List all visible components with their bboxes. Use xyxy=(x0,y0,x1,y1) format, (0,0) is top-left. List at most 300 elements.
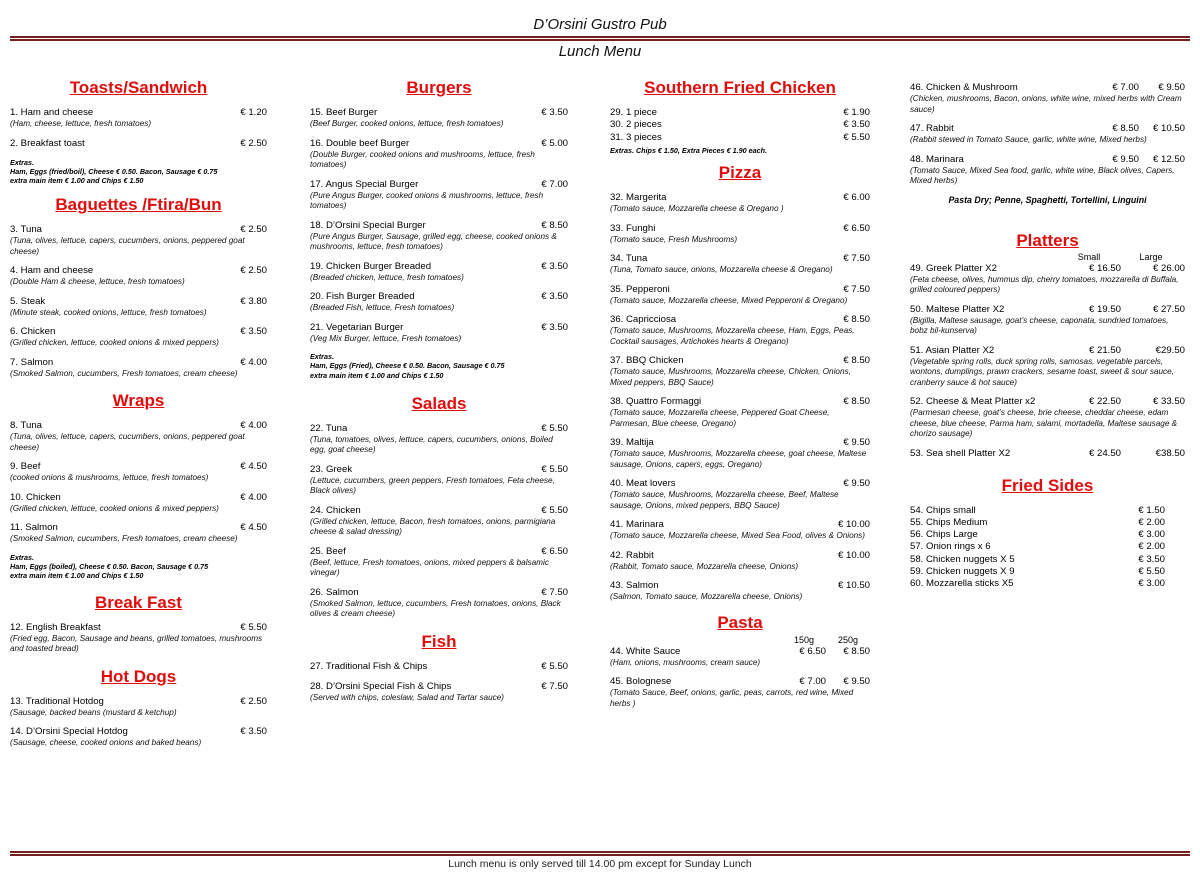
menu-item-description: (Tomato sauce, Mushrooms, Mozzarella cheese, Ham, Eggs, Peas, Cocktail sausages, Artichokes hearts & Oregano) xyxy=(610,326,855,346)
menu-item-name: 11. Salmon xyxy=(10,522,58,534)
menu-item xyxy=(610,478,870,511)
menu-item-row xyxy=(310,261,568,273)
menu-item-name: 39. Maltija xyxy=(610,437,654,449)
menu-column-2 xyxy=(310,78,568,711)
menu-item-name: 20. Fish Burger Breaded xyxy=(310,291,415,302)
section-burgers xyxy=(310,78,568,380)
menu-item-price: € 3.50 xyxy=(541,321,568,333)
menu-item xyxy=(310,138,568,171)
price-small: € 16.50 xyxy=(1088,262,1121,274)
menu-item-name: 38. Quattro Formaggi xyxy=(610,396,702,408)
menu-item-price: € 3.50 xyxy=(541,291,568,302)
menu-item-row xyxy=(910,448,1185,460)
menu-item-description: (Tuna, tomatoes, olives, lettuce, capers, cucumbers, onions, Boiled egg, goat cheese) xyxy=(310,434,553,455)
menu-item xyxy=(910,154,1185,187)
menu-item xyxy=(10,622,267,655)
menu-item-name: 55. Chips Medium xyxy=(910,516,988,528)
menu-item-name: 8. Tuna xyxy=(10,420,43,432)
price-large: € 33.50 xyxy=(1152,396,1185,407)
menu-item-name: 10. Chicken xyxy=(10,491,61,503)
menu-item-description: (Lettuce, cucumbers, green peppers, Fresh tomatoes, Feta cheese, Black olives) xyxy=(310,475,555,496)
extras-line: extra main item € 1.00 and Chips € 1.50 xyxy=(310,370,444,380)
menu-subtitle: Lunch Menu xyxy=(558,43,642,60)
menu-item-name: 9. Beef xyxy=(10,461,41,473)
menu-item-description: (Grilled chicken, lettuce, Bacon, fresh tomatoes, onions, parmigiana cheese & salad dressing) xyxy=(310,516,556,537)
footer-note: Lunch menu is only served till 14.00 pm except for Sunday Lunch xyxy=(448,858,752,870)
menu-item xyxy=(10,265,267,288)
menu-item-price: € 4.50 xyxy=(240,522,267,534)
menu-item-row xyxy=(10,265,267,277)
menu-item xyxy=(610,437,870,470)
menu-item-price: € 1.20 xyxy=(240,107,267,118)
menu-item-row xyxy=(310,138,568,150)
menu-item xyxy=(910,263,1185,296)
menu-item xyxy=(310,681,568,704)
menu-item-row xyxy=(610,314,870,326)
price-small: € 22.50 xyxy=(1088,396,1121,407)
section-heading: Hot Dogs xyxy=(100,666,177,686)
menu-item-price: € 2.00 xyxy=(1138,541,1165,553)
section-heading: Platters xyxy=(1016,230,1079,250)
menu-item-name: 34. Tuna xyxy=(610,253,648,265)
pasta-size-header xyxy=(610,635,870,646)
menu-item-row xyxy=(10,622,267,634)
menu-item-name: 50. Maltese Platter X2 xyxy=(910,303,1005,315)
section-hotdogs xyxy=(10,667,267,749)
menu-item xyxy=(610,580,870,603)
menu-item xyxy=(310,220,568,253)
menu-item-price: € 3.50 xyxy=(541,260,568,272)
menu-item-row xyxy=(610,550,870,562)
menu-item xyxy=(910,123,1185,146)
menu-item-description: (Pure Angus Burger, Sausage, grilled egg, cheese, cooked onions & mushrooms, lettuce, fresh tomatoes) xyxy=(310,231,557,251)
menu-item-price: € 3.50 xyxy=(240,726,267,738)
price-large: € 27.50 xyxy=(1152,303,1185,315)
menu-item xyxy=(10,138,267,150)
menu-item-name: 24. Chicken xyxy=(310,504,361,516)
menu-item-row xyxy=(910,541,1165,553)
menu-item-prices xyxy=(1093,123,1185,135)
section-heading: Toasts/Sandwich xyxy=(69,78,208,97)
price-large: €38.50 xyxy=(1155,447,1185,459)
menu-item-name: 42. Rabbit xyxy=(610,549,654,561)
menu-item-row xyxy=(910,566,1165,578)
menu-item-price: € 3.50 xyxy=(1138,553,1165,565)
menu-item-name: 5. Steak xyxy=(10,295,46,307)
menu-item-name: 40. Meat lovers xyxy=(610,478,676,490)
menu-item-name: 15. Beef Burger xyxy=(310,107,378,118)
menu-item-price: € 8.50 xyxy=(541,219,568,231)
menu-item-description: (Served with chips, coleslaw, Salad and Tartar sauce) xyxy=(310,692,505,702)
menu-item-price: € 3.80 xyxy=(240,295,267,307)
extras-line: extra main item € 1.00 and Chips € 1.50 xyxy=(10,571,144,581)
pasta-list xyxy=(610,646,870,710)
menu-item-prices xyxy=(1057,396,1185,408)
menu-item-name: 49. Greek Platter X2 xyxy=(910,262,997,274)
menu-item-name: 53. Sea shell Platter X2 xyxy=(910,447,1011,459)
menu-item-row xyxy=(610,284,870,296)
menu-item-row xyxy=(10,357,267,369)
section-heading: Fish xyxy=(421,631,457,651)
section-fried-sides xyxy=(910,476,1185,591)
menu-item-price: € 3.50 xyxy=(541,107,568,118)
menu-item xyxy=(910,304,1185,337)
menu-item-description: (Vegetable spring rolls, duck spring rolls, samosas, vegetable parcels, wontons, dumplings, prawn crackers, sesame toast, sweet & sour sauce, cranberry sauce & hot sauce) xyxy=(910,356,1174,387)
menu-item xyxy=(10,492,267,515)
menu-item-price: € 3.50 xyxy=(843,119,870,131)
menu-item-price: € 4.00 xyxy=(240,420,267,432)
menu-item-description: (Tomato sauce, Fresh Mushrooms) xyxy=(610,234,738,244)
menu-item-row xyxy=(310,291,568,303)
menu-item-name: 4. Ham and cheese xyxy=(10,265,94,277)
menu-item-price: € 3.00 xyxy=(1138,529,1165,541)
menu-item-price: € 3.50 xyxy=(240,326,267,338)
menu-item-prices xyxy=(1057,304,1185,316)
menu-item-description: (Breaded Fish, lettuce, Fresh tomatoes) xyxy=(310,303,455,312)
menu-item-price: € 7.50 xyxy=(541,586,568,598)
sides-list xyxy=(910,505,1185,591)
menu-item-name: 30. 2 pieces xyxy=(610,119,662,131)
menu-item-name: 37. BBQ Chicken xyxy=(610,355,684,367)
menu-item xyxy=(310,505,568,538)
extras-note xyxy=(10,553,267,581)
menu-item-description: (cooked onions & mushrooms, lettuce, fresh tomatoes) xyxy=(10,473,209,483)
menu-item-row xyxy=(610,107,870,119)
menu-item-description: (Smoked Salmon, cucumbers, Fresh tomatoes, cream cheese) xyxy=(10,368,238,378)
menu-item-description: (Pure Angus Burger, cooked onions & mushrooms, lettuce, fresh tomatoes) xyxy=(310,190,544,210)
price-small: € 19.50 xyxy=(1088,303,1121,315)
chicken-extras: Extras. Chips € 1.50, Extra Pieces € 1.90 each. xyxy=(610,145,768,155)
menu-item xyxy=(610,223,870,246)
menu-item-row xyxy=(910,396,1185,408)
menu-item-price: € 6.50 xyxy=(541,545,568,557)
menu-item-name: 23. Greek xyxy=(310,463,353,475)
menu-item-prices xyxy=(1093,82,1185,94)
section-breakfast xyxy=(10,593,267,655)
menu-item-price: € 1.50 xyxy=(1138,504,1165,516)
menu-item-price: € 1.90 xyxy=(843,107,870,118)
menu-column-4 xyxy=(910,82,1185,591)
menu-item-name: 59. Chicken nuggets X 9 xyxy=(910,565,1015,577)
menu-item-row xyxy=(10,420,267,432)
section-pasta xyxy=(610,613,870,710)
menu-item-name: 14. D’Orsini Special Hotdog xyxy=(10,726,128,738)
menu-item-price: € 5.50 xyxy=(541,660,568,672)
menu-item-description: (Ham, onions, mushrooms, cream sauce) xyxy=(610,657,761,667)
menu-item-row xyxy=(610,580,870,592)
menu-item-description: (Tomato sauce, Mozzarella cheese, Mixed Pepperoni & Oregano) xyxy=(610,295,848,305)
section-platters xyxy=(910,231,1185,460)
menu-item-row xyxy=(910,82,1185,94)
menu-item xyxy=(310,423,568,456)
menu-item-row xyxy=(910,345,1185,357)
menu-item-row xyxy=(610,646,870,658)
menu-item-price: € 5.50 xyxy=(541,463,568,475)
menu-item xyxy=(310,546,568,579)
chicken-list xyxy=(610,107,870,144)
menu-item xyxy=(10,326,267,349)
menu-item xyxy=(10,522,267,545)
menu-item-name: 3. Tuna xyxy=(10,224,43,236)
menu-item-row xyxy=(310,587,568,599)
extras-note xyxy=(310,352,568,380)
restaurant-name: D’Orsini Gustro Pub xyxy=(533,16,667,33)
menu-item-name: 27. Traditional Fish & Chips xyxy=(310,660,428,672)
menu-item-description: (Rabbit, Tomato sauce, Mozzarella cheese, Onions) xyxy=(610,561,799,571)
price-large: € 8.50 xyxy=(843,645,870,657)
menu-item-row xyxy=(910,263,1185,275)
menu-column-3 xyxy=(610,78,870,717)
menu-item-name: 25. Beef xyxy=(310,545,346,557)
menu-item-row xyxy=(310,661,568,673)
menu-item-price: € 7.50 xyxy=(843,283,870,295)
menu-item-description: (Double Ham & cheese, lettuce, fresh tomatoes) xyxy=(10,277,185,287)
section-heading: Pizza xyxy=(718,163,762,183)
menu-item-row xyxy=(10,107,267,119)
price-small: € 7.00 xyxy=(1112,82,1139,93)
menu-item-description: (Minute steak, cooked onions, lettuce, fresh tomatoes) xyxy=(10,307,207,317)
menu-item-row xyxy=(610,519,870,531)
section-toasts xyxy=(10,78,267,185)
menu-item-row xyxy=(610,192,870,204)
extras-line: Ham, Eggs (fried/boil), Cheese € 0.50. Bacon, Sausage € 0.75 xyxy=(10,166,218,176)
size-label: 250g xyxy=(837,634,859,645)
menu-item-name: 54. Chips small xyxy=(910,504,976,516)
menu-item-description: (Chicken, mushrooms, Bacon, onions, white wine, mixed herbs with Cream sauce) xyxy=(910,94,1182,114)
menu-item-price: € 10.00 xyxy=(837,549,870,561)
section-heading: Baguettes /Ftira/Bun xyxy=(55,195,222,215)
menu-item xyxy=(910,345,1185,389)
menu-column-1 xyxy=(10,78,267,757)
menu-item-name: 35. Pepperoni xyxy=(610,283,670,295)
menu-item xyxy=(910,396,1185,440)
menu-item-name: 22. Tuna xyxy=(310,422,348,434)
menu-item-name: 31. 3 pieces xyxy=(610,131,662,143)
menu-item-name: 48. Marinara xyxy=(910,153,964,165)
menu-item-row xyxy=(910,304,1185,316)
menu-item-row xyxy=(610,355,870,367)
menu-item xyxy=(610,676,870,709)
menu-item-price: € 5.50 xyxy=(541,504,568,516)
menu-item-name: 1. Ham and cheese xyxy=(10,107,94,118)
menu-item-price: € 5.50 xyxy=(843,131,870,143)
menu-item-description: (Double Burger, cooked onions and mushrooms, lettuce, fresh tomatoes) xyxy=(310,149,535,169)
menu-item-name: 32. Margerita xyxy=(610,192,667,204)
menu-item-description: (Fried egg, Bacon, Sausage and beans, grilled tomatoes, mushrooms and toasted bread) xyxy=(10,633,263,654)
menu-item xyxy=(310,661,568,673)
section-southern-fried-chicken xyxy=(610,78,870,155)
menu-item-price: € 7.00 xyxy=(541,178,568,190)
menu-item-price: € 7.50 xyxy=(541,680,568,692)
menu-item-name: 57. Onion rings x 6 xyxy=(910,541,991,553)
menu-item-row xyxy=(10,224,267,236)
extras-line: Ham, Eggs (boiled), Cheese € 0.50. Bacon, Sausage € 0.75 xyxy=(10,562,209,572)
extras-note xyxy=(10,158,267,186)
menu-item-name: 29. 1 piece xyxy=(610,107,657,118)
menu-item-price: € 10.00 xyxy=(837,519,870,531)
menu-item-row xyxy=(910,554,1165,566)
section-wraps xyxy=(10,391,267,580)
menu-item xyxy=(910,82,1185,115)
menu-item-row xyxy=(310,107,568,119)
menu-item-name: 45. Bolognese xyxy=(610,676,672,688)
menu-item-description: (Grilled chicken, lettuce, cooked onions & mixed peppers) xyxy=(10,503,219,513)
menu-item xyxy=(10,461,267,484)
menu-item xyxy=(310,587,568,620)
extras-label: Extras. xyxy=(10,157,34,167)
menu-item xyxy=(610,314,870,347)
section-fish xyxy=(310,632,568,704)
menu-item-name: 36. Capricciosa xyxy=(610,314,677,326)
size-label: Small xyxy=(1077,251,1101,262)
menu-item-row xyxy=(310,423,568,435)
menu-item-name: 51. Asian Platter X2 xyxy=(910,344,995,356)
price-small: € 8.50 xyxy=(1112,123,1139,134)
menu-item-price: € 2.50 xyxy=(240,265,267,277)
menu-item-price: € 5.50 xyxy=(1138,565,1165,577)
menu-item-row xyxy=(310,681,568,693)
menu-item-name: 41. Marinara xyxy=(610,519,664,531)
menu-item-name: 13. Traditional Hotdog xyxy=(10,695,104,707)
menu-item-name: 17. Angus Special Burger xyxy=(310,178,419,190)
section-heading: Salads xyxy=(411,393,467,413)
menu-item xyxy=(310,107,568,130)
menu-item-row xyxy=(910,578,1165,590)
menu-item-row xyxy=(10,296,267,308)
platter-list xyxy=(910,263,1185,460)
menu-item-description: (Sausage, backed beans (mustard & ketchup) xyxy=(10,707,177,717)
menu-item-description: (Beef, lettuce, Fresh tomatoes, onions, mixed peppers & balsamic vinegar) xyxy=(310,557,549,578)
menu-item-row xyxy=(610,223,870,235)
menu-item-name: 16. Double beef Burger xyxy=(310,137,410,149)
section-heading: Fried Sides xyxy=(1001,475,1094,495)
menu-item xyxy=(10,107,267,130)
menu-item-row xyxy=(310,464,568,476)
menu-item-price: € 6.00 xyxy=(843,192,870,204)
menu-item-prices xyxy=(1057,345,1185,357)
menu-item-name: 47. Rabbit xyxy=(910,123,954,134)
platter-size-header xyxy=(910,252,1185,263)
menu-item xyxy=(10,357,267,380)
menu-item-name: 52. Cheese & Meat Platter x2 xyxy=(910,396,1036,407)
section-heading: Southern Fried Chicken xyxy=(644,78,836,97)
menu-item-price: € 4.00 xyxy=(240,356,267,368)
menu-item-description: (Tomato sauce, Mushrooms, Mozzarella cheese, Beef, Maltese sausage, Onions, mixed peppers, BBQ Sauce) xyxy=(610,490,839,510)
menu-item xyxy=(610,192,870,215)
menu-item xyxy=(10,696,267,719)
section-pizza xyxy=(610,163,870,603)
menu-item-description: (Smoked Salmon, lettuce, cucumbers, Fresh tomatoes, onions, Black olives & cream cheese) xyxy=(310,598,561,619)
menu-item-description: (Rabbit stewed in Tomato Sauce, garlic, white wine, Mixed herbs) xyxy=(910,135,1147,144)
menu-item xyxy=(610,284,870,307)
menu-item-row xyxy=(610,437,870,449)
menu-item-description: (Tomato Sauce, Mixed Sea food, garlic, white wine, Black olives, Capers, Mixed herbs) xyxy=(910,165,1175,185)
menu-item-row xyxy=(910,123,1185,135)
menu-item-row xyxy=(10,138,267,150)
menu-item xyxy=(10,296,267,319)
menu-item-description: (Tomato sauce, Mushrooms, Mozzarella cheese, goat cheese, Maltese sausage, Onions, capers, eggs, Oregano) xyxy=(610,449,867,469)
menu-item-price: € 9.50 xyxy=(843,437,870,449)
menu-item-price: € 7.50 xyxy=(843,253,870,265)
menu-item-name: 21. Vegetarian Burger xyxy=(310,321,404,333)
menu-item-row xyxy=(10,492,267,504)
menu-item-row xyxy=(610,478,870,490)
menu-item-price: € 2.50 xyxy=(240,224,267,236)
menu-item-row xyxy=(10,696,267,708)
footer-rule xyxy=(10,851,1190,856)
price-large: € 9.50 xyxy=(1158,82,1185,93)
menu-item-price: € 8.50 xyxy=(843,314,870,326)
menu-item-price: € 2.00 xyxy=(1138,516,1165,528)
pasta-continued-list xyxy=(910,82,1185,187)
menu-item xyxy=(610,519,870,542)
menu-item-name: 19. Chicken Burger Breaded xyxy=(310,260,432,272)
menu-item-price: € 5.50 xyxy=(541,422,568,434)
menu-item-description: (Beef Burger, cooked onions, lettuce, fresh tomatoes) xyxy=(310,119,504,128)
menu-item-row xyxy=(610,119,870,131)
menu-item-description: (Tomato sauce, Mozzarella cheese & Oregano ) xyxy=(610,204,784,214)
menu-item-name: 46. Chicken & Mushroom xyxy=(910,82,1018,93)
menu-item-row xyxy=(910,517,1165,529)
menu-item-prices xyxy=(1093,154,1185,166)
menu-item xyxy=(310,179,568,212)
menu-item-row xyxy=(610,253,870,265)
menu-item-row xyxy=(610,676,870,688)
menu-item-row xyxy=(310,322,568,334)
menu-item-price: € 5.50 xyxy=(240,621,267,633)
menu-item-name: 58. Chicken nuggets X 5 xyxy=(910,553,1015,565)
menu-item-row xyxy=(10,522,267,534)
section-baguettes xyxy=(10,195,267,379)
menu-item-row xyxy=(610,396,870,408)
pasta-dry-note: Pasta Dry; Penne, Spaghetti, Tortellini, Linguini xyxy=(948,194,1147,205)
menu-item-description: (Smoked Salmon, cucumbers, Fresh tomatoes, cream cheese) xyxy=(10,534,238,544)
price-small: € 21.50 xyxy=(1088,344,1121,356)
section-heading: Burgers xyxy=(406,78,472,97)
price-large: € 26.00 xyxy=(1152,262,1185,274)
menu-item-description: (Tomato sauce, Mozzarella cheese, Mixed Sea Food, olives & Onions) xyxy=(610,531,865,541)
menu-item-name: 56. Chips Large xyxy=(910,529,978,541)
menu-item xyxy=(10,420,267,453)
menu-item-name: 7. Salmon xyxy=(10,356,54,368)
menu-item-name: 12. English Breakfast xyxy=(10,621,101,633)
extras-line: extra main item € 1.00 and Chips € 1.50 xyxy=(10,176,144,186)
price-large: €29.50 xyxy=(1155,344,1185,356)
menu-item-name: 6. Chicken xyxy=(10,326,56,338)
menu-item-description: (Tuna, olives, lettuce, capers, cucumbers, onions, peppered goat cheese) xyxy=(10,432,245,452)
menu-item xyxy=(310,261,568,284)
price-large: € 9.50 xyxy=(843,676,870,688)
menu-item-row xyxy=(10,461,267,473)
menu-item-price: € 8.50 xyxy=(843,355,870,367)
menu-item-description: (Grilled chicken, lettuce, cooked onions & mixed peppers) xyxy=(10,338,219,348)
menu-item-description: (Ham, cheese, lettuce, fresh tomatoes) xyxy=(10,119,152,128)
price-small: € 9.50 xyxy=(1112,153,1139,165)
menu-item-row xyxy=(310,546,568,558)
menu-item-price: € 3.00 xyxy=(1138,578,1165,590)
menu-item-price: € 8.50 xyxy=(843,396,870,408)
menu-item-price: € 2.50 xyxy=(240,695,267,707)
menu-item-price: € 5.00 xyxy=(541,137,568,149)
menu-item xyxy=(910,448,1185,460)
menu-item-description: (Tomato sauce, Mozzarella cheese, Peppered Goat Cheese, Parmesan, Blue cheese, Oregano) xyxy=(610,408,830,428)
menu-item xyxy=(310,322,568,345)
menu-item-price: € 2.50 xyxy=(240,137,267,149)
menu-item-name: 60. Mozzarella sticks X5 xyxy=(910,578,1014,590)
menu-item-description: (Sausage, cheese, cooked onions and baked beans) xyxy=(10,738,202,748)
menu-item-name: 2. Breakfast toast xyxy=(10,137,85,149)
extras-label: Extras. xyxy=(310,352,334,361)
